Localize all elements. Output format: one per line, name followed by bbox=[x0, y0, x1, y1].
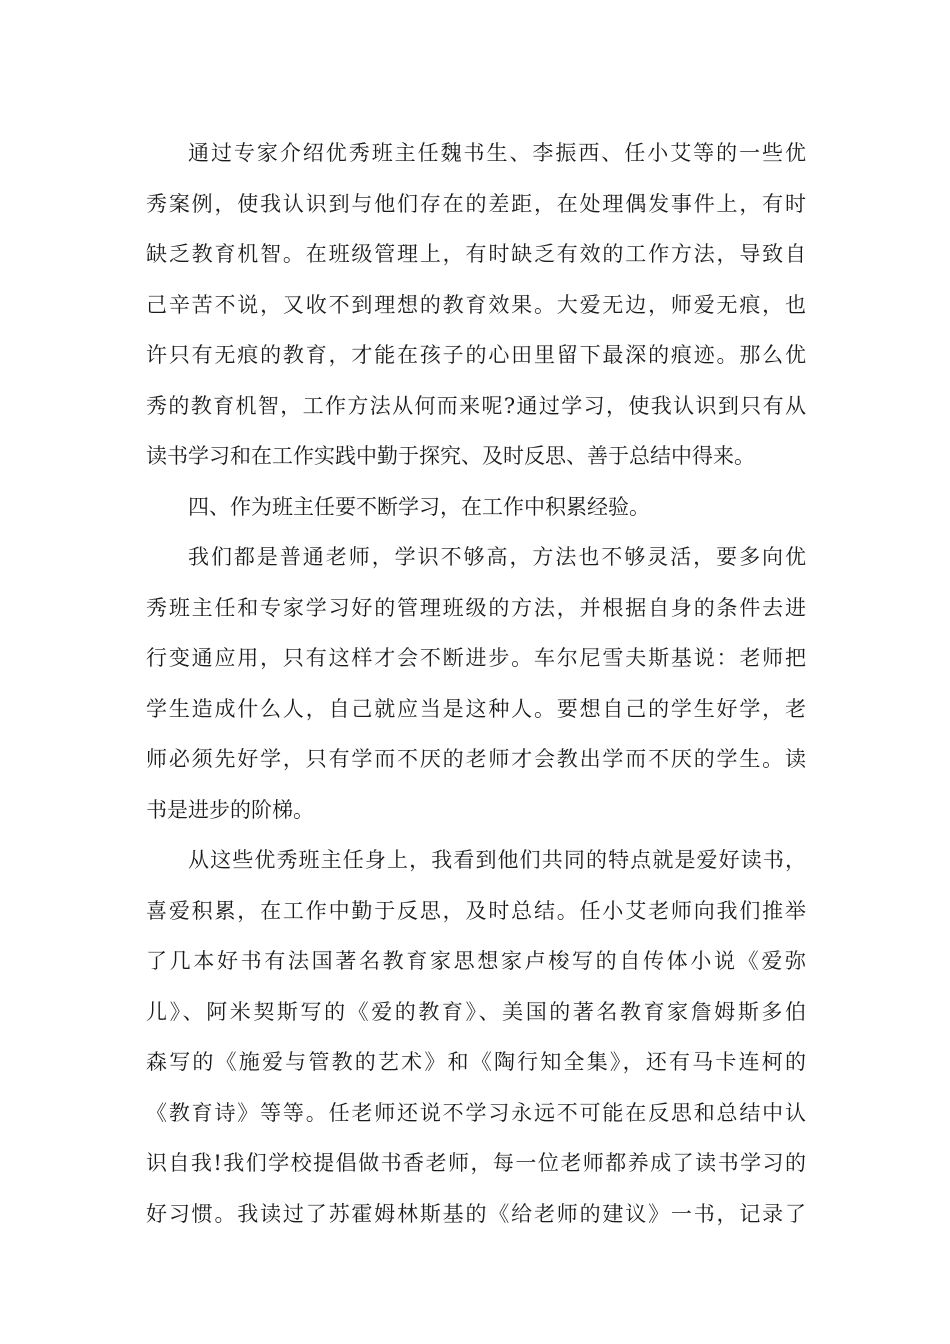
text-line: 好习惯。我读过了苏霍姆林斯基的《给老师的建议》一书，记录了 bbox=[146, 1201, 806, 1226]
text-line: 师必须先好学，只有学而不厌的老师才会教出学而不厌的学生。读 bbox=[146, 747, 806, 771]
text-line: 通过专家介绍优秀班主任魏书生、李振西、任小艾等的一些优 bbox=[188, 141, 806, 165]
paragraph-2 bbox=[146, 532, 806, 835]
text-line: 缺乏教育机智。在班级管理上，有时缺乏有效的工作方法，导致自 bbox=[146, 242, 806, 266]
text-line: 识自我!我们学校提倡做书香老师，每一位老师都养成了读书学习的 bbox=[146, 1151, 806, 1175]
text-line: 学生造成什么人，自己就应当是这种人。要想自己的学生好学，老 bbox=[146, 696, 806, 721]
text-line: 森写的《施爱与管教的艺术》和《陶行知全集》，还有马卡连柯的 bbox=[146, 1050, 806, 1074]
text-line: 书是进步的阶梯。 bbox=[146, 797, 314, 822]
heading-line: 四、作为班主任要不断学习，在工作中积累经验。 bbox=[188, 494, 650, 519]
text-line: 许只有无痕的教育，才能在孩子的心田里留下最深的痕迹。那么优 bbox=[146, 343, 806, 367]
text-line: 从这些优秀班主任身上，我看到他们共同的特点就是爱好读书， bbox=[188, 848, 806, 872]
text-line: 秀的教育机智，工作方法从何而来呢?通过学习，使我认识到只有从 bbox=[146, 393, 806, 418]
section-heading bbox=[146, 482, 806, 533]
paragraph-1 bbox=[146, 128, 806, 482]
text-line: 行变通应用，只有这样才会不断进步。车尔尼雪夫斯基说：老师把 bbox=[146, 646, 806, 670]
text-line: 读书学习和在工作实践中勤于探究、及时反思、善于总结中得来。 bbox=[146, 444, 755, 468]
text-line: 儿》、阿米契斯写的《爱的教育》、美国的著名教育家詹姆斯多伯 bbox=[146, 999, 806, 1024]
text-line: 《教育诗》等等。任老师还说不学习永远不可能在反思和总结中认 bbox=[146, 1100, 806, 1125]
paragraph-3 bbox=[146, 835, 806, 1239]
text-line: 了几本好书有法国著名教育家思想家卢梭写的自传体小说《爱弥 bbox=[146, 949, 806, 973]
text-line: 己辛苦不说，又收不到理想的教育效果。大爱无边，师爱无痕，也 bbox=[146, 292, 806, 317]
document-body bbox=[146, 128, 806, 1239]
text-line: 我们都是普通老师，学识不够高，方法也不够灵活，要多向优 bbox=[188, 545, 806, 569]
text-line: 秀案例，使我认识到与他们存在的差距，在处理偶发事件上，有时 bbox=[146, 191, 806, 216]
text-line: 喜爱积累，在工作中勤于反思，及时总结。任小艾老师向我们推举 bbox=[146, 898, 806, 923]
text-line: 秀班主任和专家学习好的管理班级的方法，并根据自身的条件去进 bbox=[146, 595, 806, 620]
